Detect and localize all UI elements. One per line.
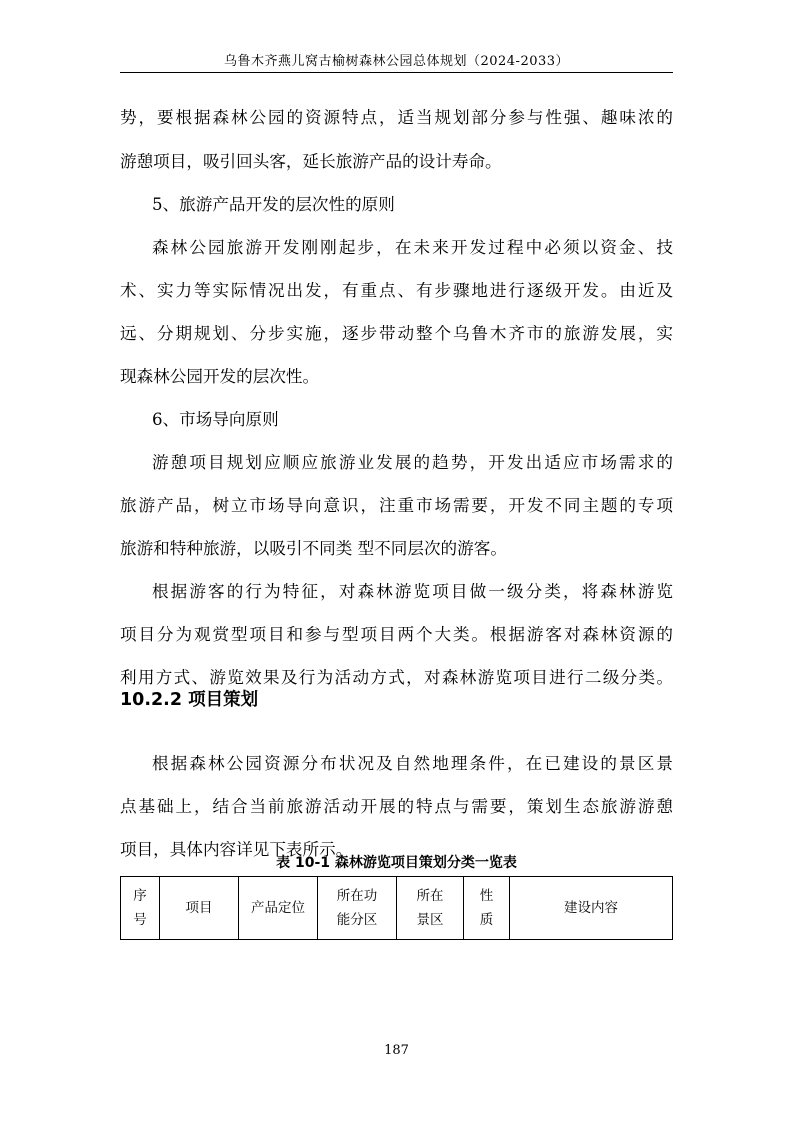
header-cell-nature: 性 质	[464, 877, 510, 940]
body-line: 旅游和特种旅游，以吸引不同类 型不同层次的游客。	[120, 539, 507, 558]
body-line: 势，要根据森林公园的资源特点，适当规划部分参与性强、趣味浓的	[120, 108, 673, 127]
body-line: 旅游产品，树立市场导向意识，注重市场需要，开发不同主题的专项	[120, 496, 673, 515]
project-table	[120, 876, 673, 940]
body-line: 项目，具体内容详见下表所示。	[120, 840, 353, 859]
body-line: 术、实力等实际情况出发，有重点、有步骤地进行逐级开发。由近及	[120, 281, 673, 300]
table-header-row	[121, 877, 673, 940]
header-cell-index: 序 号	[121, 877, 160, 940]
header-cell-positioning: 产品定位	[239, 877, 318, 940]
body-line: 根据森林公园资源分布状况及自然地理条件，在已建设的景区景	[152, 754, 673, 773]
body-line: 远、分期规划、分步实施，逐步带动整个乌鲁木齐市的旅游发展，实	[120, 324, 673, 343]
body-line: 现森林公园开发的层次性。	[120, 367, 320, 386]
body-line: 游憩项目，吸引回头客，延长旅游产品的设计寿命。	[120, 152, 502, 171]
body-line: 根据游客的行为特征，对森林游览项目做一级分类，将森林游览	[152, 582, 673, 601]
header-cell-content: 建设内容	[510, 877, 673, 940]
body-line: 项目分为观赏型项目和参与型项目两个大类。根据游客对森林资源的	[120, 625, 673, 644]
header-rule	[120, 72, 673, 73]
table-caption: 表 10-1 森林游览项目策划分类一览表	[276, 855, 517, 871]
body-line: 点基础上，结合当前旅游活动开展的特点与需要，策划生态旅游游憩	[120, 797, 673, 816]
subheading-5: 5、旅游产品开发的层次性的原则	[152, 195, 395, 214]
subheading-6: 6、市场导向原则	[152, 410, 279, 429]
header-cell-scenic-area: 所在 景区	[397, 877, 464, 940]
body-line: 游憩项目规划应顺应旅游业发展的趋势，开发出适应市场需求的	[152, 453, 673, 472]
body-line: 利用方式、游览效果及行为活动方式，对森林游览项目进行二级分类。	[120, 668, 673, 687]
header-cell-project: 项目	[160, 877, 239, 940]
body-line: 森林公园旅游开发刚刚起步，在未来开发过程中必须以资金、技	[152, 238, 673, 257]
header-cell-zone: 所在功 能分区	[318, 877, 397, 940]
page-number: 187	[384, 1043, 409, 1058]
section-heading: 10.2.2 项目策划	[120, 690, 259, 710]
running-header: 乌鲁木齐燕儿窝古榆树森林公园总体规划（2024-2033）	[223, 54, 570, 69]
